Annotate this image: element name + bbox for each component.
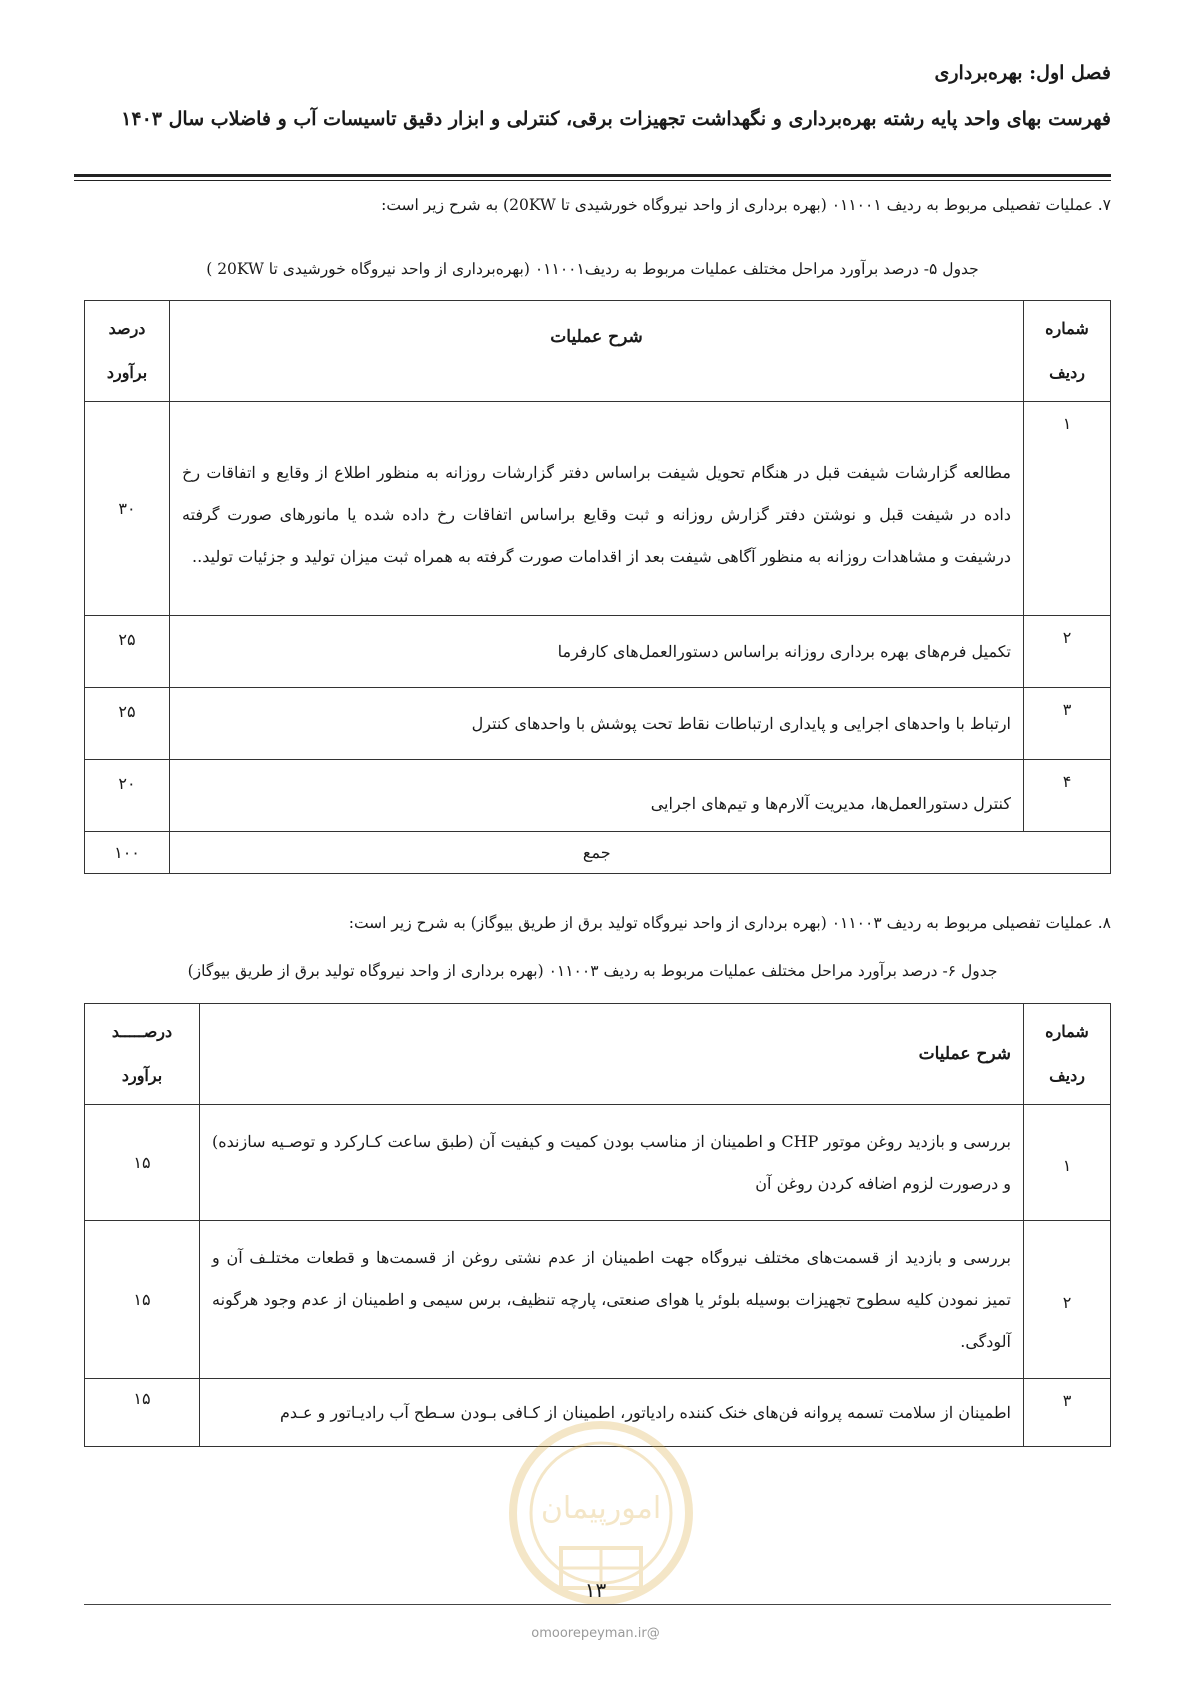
row-number: ۴ (1024, 760, 1111, 832)
row-number: ۳ (1024, 688, 1111, 760)
row-description: اطمینان از سلامت تسمه پروانه فن‌های خنک کننده رادیاتور، اطمینان از کـافی بـودن سـطح آب رادیـاتور و عـدم (200, 1379, 1024, 1447)
table-5 (84, 300, 1111, 874)
document-title: فهرست بهای واحد پایه رشته بهره‌برداری و نگهداشت تجهیزات برقی، کنترلی و ابزار دقیق تاسیسات آب و فاضلاب سال ۱۴۰۳ (121, 108, 1111, 130)
table-header-row (85, 301, 1111, 402)
rownum-header-line1: شماره (1045, 1022, 1089, 1041)
row-percent: ۱۵ (85, 1105, 200, 1221)
table-6 (84, 1003, 1111, 1447)
row-percent: ۲۵ (85, 616, 170, 688)
row-number: ۳ (1024, 1379, 1111, 1447)
page-number: ۱۳ (584, 1578, 607, 1602)
row-percent: ۲۵ (85, 688, 170, 760)
header-rule-thin (74, 180, 1111, 181)
col-desc-header: شرح عملیات (170, 301, 1024, 402)
pct-header-line2: برآورد (121, 1066, 163, 1085)
total-percent: ۱۰۰ (85, 832, 170, 874)
table-5-caption: جدول ۵- درصد برآورد مراحل مختلف عملیات مربوط به ردیف۰۱۱۰۰۱ (بهره‌برداری از واحد نیروگاه خورشیدی تا 20KW ) (206, 260, 979, 278)
row-number: ۲ (1024, 1221, 1111, 1379)
table-row (85, 688, 1111, 760)
table-6-caption: جدول ۶- درصد برآورد مراحل مختلف عملیات مربوط به ردیف ۰۱۱۰۰۳ (بهره برداری از واحد نیروگاه تولید برق از طریق بیوگاز) (187, 962, 998, 980)
row-description: ارتباط با واحدهای اجرایی و پایداری ارتباطات نقاط تحت پوشش با واحدهای کنترل (170, 688, 1024, 760)
col-rownum-header (1024, 301, 1111, 402)
total-spacer (1024, 832, 1111, 874)
row-description: کنترل دستورالعمل‌ها، مدیریت آلارم‌ها و تیم‌های اجرایی (170, 760, 1024, 832)
row-number: ۱ (1024, 402, 1111, 616)
pct-header-line2: برآورد (106, 363, 148, 382)
table-row (85, 1221, 1111, 1379)
logo-text: امورپیمان (540, 1491, 662, 1526)
col-desc-header: شرح عملیات (200, 1004, 1024, 1105)
rownum-header-line2: ردیف (1049, 1066, 1085, 1085)
col-rownum-header (1024, 1004, 1111, 1105)
table-row (85, 1105, 1111, 1221)
watermark-url: @omoorepeyman.ir (531, 1626, 660, 1641)
table-row (85, 402, 1111, 616)
table-row (85, 616, 1111, 688)
row-number: ۲ (1024, 616, 1111, 688)
table-header-row (85, 1004, 1111, 1105)
section-7-intro: ۷. عملیات تفصیلی مربوط به ردیف ۰۱۱۰۰۱ (بهره برداری از واحد نیروگاه خورشیدی تا 20KW) به شرح زیر است: (381, 196, 1111, 214)
table-row (85, 760, 1111, 832)
chapter-heading: فصل اول: بهره‌برداری (934, 62, 1111, 84)
section-8-intro: ۸. عملیات تفصیلی مربوط به ردیف ۰۱۱۰۰۳ (بهره برداری از واحد نیروگاه تولید برق از طریق بیوگاز) به شرح زیر است: (348, 914, 1111, 932)
footer-rule (84, 1604, 1111, 1605)
row-number: ۱ (1024, 1105, 1111, 1221)
header-rule-thick (74, 174, 1111, 177)
rownum-header-line1: شماره (1045, 319, 1089, 338)
table-total-row (85, 832, 1111, 874)
row-percent: ۲۰ (85, 760, 170, 832)
total-label: جمع (170, 832, 1024, 874)
row-description: بررسی و بازدید روغن موتور CHP و اطمینان از مناسب بودن کمیت و کیفیت آن (طبق ساعت کـارکرد و توصـیه سازنده) و درصورت لزوم اضافه کردن روغن آن (200, 1105, 1024, 1221)
col-pct-header (85, 1004, 200, 1105)
row-percent: ۳۰ (85, 402, 170, 616)
col-pct-header (85, 301, 170, 402)
rownum-header-line2: ردیف (1049, 363, 1085, 382)
pct-header-line1: درصـــــد (111, 1022, 173, 1041)
table-row (85, 1379, 1111, 1447)
row-percent: ۱۵ (85, 1379, 200, 1447)
row-percent: ۱۵ (85, 1221, 200, 1379)
pct-header-line1: درصد (108, 319, 146, 338)
row-description: مطالعه گزارشات شیفت قبل در هنگام تحویل شیفت براساس دفتر گزارشات روزانه به منظور اطلاع از وقایع و اتفاقات رخ داده در شیفت قبل و نوشتن دفتر گزارش روزانه و ثبت وقایع براساس اتفاقات رخ داده شده یا مانورهای صورت گرفته درشیفت و مشاهدات روزانه به منظور آگاهی شیفت بعد از اقدامات صورت گرفته به همراه ثبت میزان تولید و جزئیات تولید.. (170, 402, 1024, 616)
row-description: بررسی و بازدید از قسمت‌های مختلف نیروگاه جهت اطمینان از عدم نشتی روغن از قسمت‌ها و قطعات مختلـف آن و تمیز نمودن کلیه سطوح تجهیزات بوسیله بلوئر یا هوای صنعتی، پارچه تنظیف، برس سیمی و اطمینان از عدم وجود هرگونه آلودگی. (200, 1221, 1024, 1379)
row-description: تکمیل فرم‌های بهره برداری روزانه براساس دستورالعمل‌های کارفرما (170, 616, 1024, 688)
